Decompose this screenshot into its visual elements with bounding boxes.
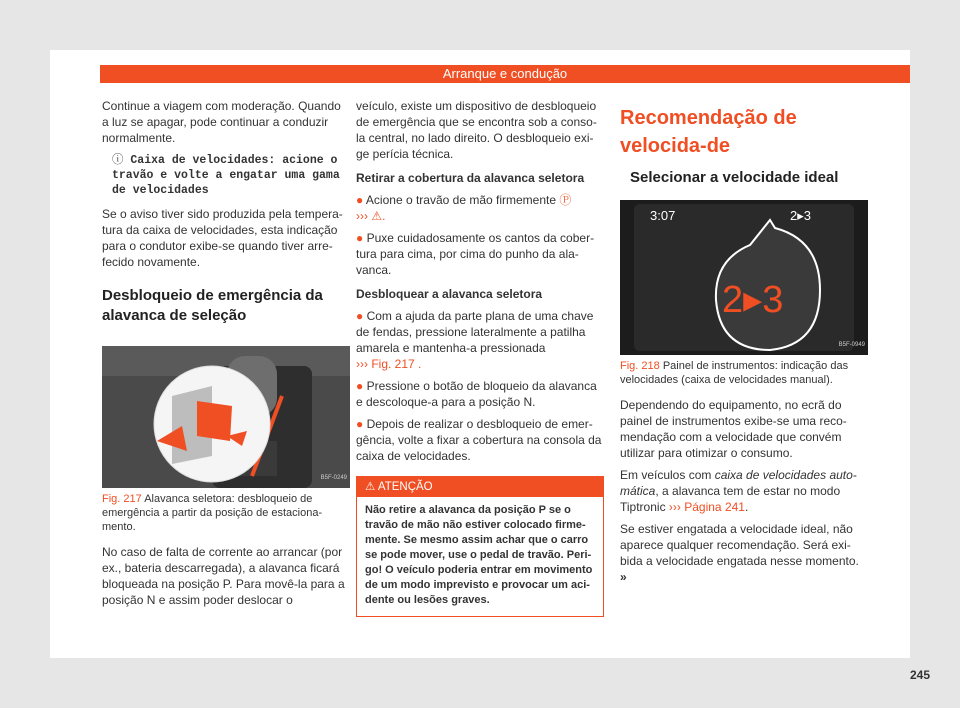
- column-3: [620, 98, 868, 591]
- figure-217-ref-link[interactable]: ››› Fig. 217 .: [356, 357, 422, 371]
- gearbox-warning-text: Caixa de velocidades: acione o travão e volte a engatar uma gama de velocidades: [112, 154, 340, 197]
- warning-ref-link[interactable]: ››› ⚠.: [356, 209, 386, 223]
- manual-page: [50, 50, 931, 682]
- bullet-icon: ●: [356, 379, 367, 393]
- figure-caption-text: Painel de instrumentos: indicação das velocidades (caixa de velocidades manual).: [620, 360, 849, 386]
- bullet-icon: ●: [356, 193, 366, 207]
- handbrake-icon: Ⓟ: [559, 193, 572, 207]
- intro-paragraph: Continue a viagem com moderação. Quando a luz se apagar, pode continuar a conduzir normalmente.: [102, 99, 341, 145]
- screen-gear-big: 2▸3: [722, 279, 784, 321]
- temperature-paragraph: Se o aviso tiver sido produzida pela tempera-tura da caixa de velocidades, esta indicação para o condutor exibe-se quando tiver arre-fecido novamente.: [102, 207, 343, 269]
- column-1: [102, 98, 350, 614]
- page-header: Arranque e condução: [100, 65, 910, 83]
- screen-gear-small: 2▸3: [790, 208, 811, 223]
- info-icon: ⓘ: [112, 152, 124, 166]
- figure-218-caption: [620, 359, 868, 387]
- figure-code: B5F-0949: [838, 342, 865, 348]
- bullet-icon: ●: [356, 231, 367, 245]
- gearbox-warning: [112, 152, 350, 198]
- automatic-gearbox-paragraph: Em veículos com caixa de velocidades auto-mática, a alavanca tem de estar no modo Tiptronic ››› Página 241.: [620, 468, 857, 514]
- bullet-press-button: ● Pressione o botão de bloqueio da alavanca e descoloque-a para a posição N.: [356, 379, 597, 409]
- continue-mark: »: [620, 570, 627, 584]
- bullet-refit-cover: ● Depois de realizar o desbloqueio de emer-gência, volte a fixar a cobertura na consola da caixa de velocidades.: [356, 417, 602, 463]
- attention-box: [356, 476, 604, 617]
- section-title-emergency-release: Desbloqueio de emergência da alavanca de seleção: [102, 287, 323, 324]
- subsection-title-ideal-gear: Selecionar a velocidade ideal: [630, 169, 839, 186]
- selector-lever-illustration: [102, 346, 350, 488]
- engaged-gear-paragraph: Se estiver engatada a velocidade ideal, não aparece qualquer recomendação. Será exi-bida a velocidade engatada nesse momento. »: [620, 522, 859, 584]
- bullet-handbrake: ● Acione o travão de mão firmemente Ⓟ ››› ⚠.: [356, 193, 572, 223]
- subheading-unlock-lever: Desbloquear a alavanca seletora: [356, 287, 543, 301]
- bullet-icon: ●: [356, 309, 367, 323]
- bullet-pull-cover: ● Puxe cuidadosamente os cantos da cober-tura para cima, por cima do punho da ala-vanca.: [356, 231, 595, 277]
- warning-triangle-icon: ⚠: [365, 481, 378, 493]
- figure-label: Fig. 218: [620, 360, 660, 372]
- page-241-ref-link[interactable]: ››› Página 241: [668, 500, 745, 514]
- instrument-panel-illustration: [620, 200, 868, 355]
- figure-217-image: [102, 346, 350, 488]
- figure-218-image: [620, 200, 868, 355]
- bullet-icon: ●: [356, 417, 367, 431]
- figure-caption-text: Alavanca seletora: desbloqueio de emergência a partir da posição de estaciona-mento.: [102, 493, 323, 533]
- attention-header: ⚠ ATENÇÃO: [357, 477, 603, 497]
- subheading-remove-cover: Retirar a cobertura da alavanca seletora: [356, 171, 585, 185]
- figure-label: Fig. 217: [102, 493, 142, 505]
- no-power-paragraph: No caso de falta de corrente ao arrancar (por ex., bateria descarregada), a alavanca ficará bloqueada na posição P. Para movê-la para a posição N e assim poder deslocar o: [102, 545, 345, 607]
- figure-code: B5F-0249: [320, 475, 347, 481]
- attention-body: Não retire a alavanca da posição P se o travão de mão não estiver colocado firme-mente. Se mesmo assim achar que o carro se pode mover, use o pedal de travão. Peri-go! O veículo poderia entrar em movimento de um modo imprevisto e provocar um aci-dente ou lesões graves.: [365, 504, 593, 606]
- recommendation-paragraph: Dependendo do equipamento, no ecrã do painel de instrumentos exibe-se uma reco-mendação com a velocidade que convém utilizar para otimizar o consumo.: [620, 398, 847, 460]
- column-2: [356, 98, 604, 617]
- bullet-screwdriver: ● Com a ajuda da parte plana de uma chave de fendas, pressione lateralmente a patilha amarela e mantenha-a pressionada ››› Fig. 217 .: [356, 309, 594, 371]
- section-title-speed-recommendation: Recomendação de velocida-de: [620, 107, 797, 157]
- figure-217-caption: [102, 492, 350, 534]
- screen-time: 3:07: [650, 208, 676, 223]
- continuation-paragraph: veículo, existe um dispositivo de desbloqueio de emergência que se encontra sob a conso-la central, no lado direito. O desbloqueio exi-ge perícia técnica.: [356, 99, 597, 161]
- page-number: 245: [910, 668, 931, 682]
